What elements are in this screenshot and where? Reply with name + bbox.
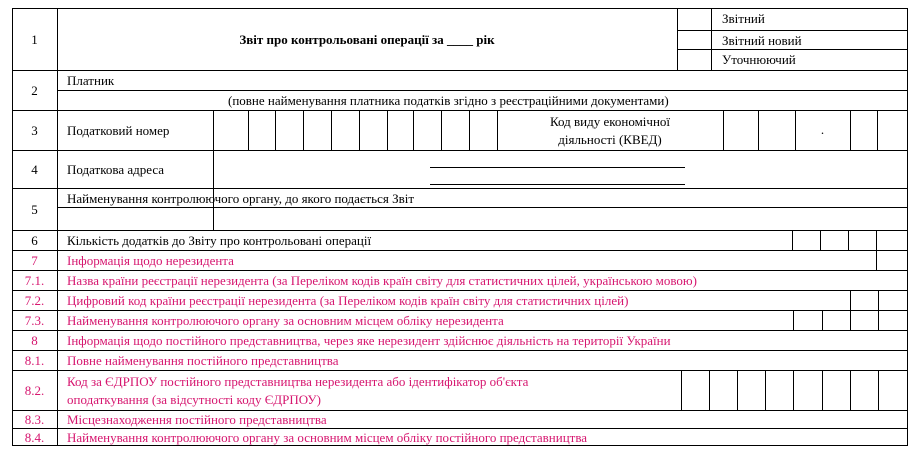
row-number-7-3: 7.3. [24, 313, 45, 328]
option-clarifying: Уточнюючий [722, 52, 796, 67]
row-number-1: 1 [31, 32, 38, 47]
pe-edrpou-label-line2: оподаткування (за відсутності коду ЄДРПОУ) [67, 392, 321, 407]
row-number-6: 6 [31, 233, 38, 248]
pe-location-label: Місцезнаходження постійного представництва [67, 412, 327, 427]
control-body-label: Найменування контролюючого органу, до якого подається Звіт [67, 191, 415, 206]
row-number-7-1: 7.1. [24, 273, 45, 288]
row-number-7-2: 7.2. [24, 293, 45, 308]
payer-label: Платник [67, 73, 115, 88]
row-number-4: 4 [31, 162, 38, 177]
appendix-count-label: Кількість додатків до Звіту про контрольовані операції [67, 233, 372, 248]
row-number-5: 5 [31, 202, 38, 217]
payer-hint: (повне найменування платника податків згідно з реєстраційними документами) [228, 93, 669, 108]
nonresident-control-body-label: Найменування контролюючого органу за основним місцем обліку нерезидента [67, 313, 504, 328]
report-title: Звіт про контрольовані операції за ____ рік [239, 32, 495, 47]
row-number-8-1: 8.1. [24, 353, 45, 368]
row-number-8: 8 [31, 333, 38, 348]
row-number-8-2: 8.2. [24, 383, 45, 398]
row-number-7: 7 [31, 253, 38, 268]
row-number-8-4: 8.4. [24, 430, 45, 445]
country-code-label: Цифровий код країни реєстрації нерезидента (за Переліком кодів країн світу для статистичних цілей) [67, 293, 629, 308]
country-name-label: Назва країни реєстрації нерезидента (за Переліком кодів країн світу для статистичних цілей, українською мовою) [67, 273, 697, 288]
option-reporting-new: Звітний новий [722, 33, 802, 48]
tax-number-label: Податковий номер [67, 123, 170, 138]
nonresident-info-label: Інформація щодо нерезидента [67, 253, 234, 268]
kved-label-line1: Код виду економічної [549, 114, 671, 129]
pe-edrpou-label-line1: Код за ЄДРПОУ постійного представництва нерезидента або ідентифікатор об'єкта [67, 374, 529, 389]
row-number-2: 2 [31, 83, 38, 98]
row-number-8-3: 8.3. [24, 412, 45, 427]
kved-separator-dot: . [820, 122, 825, 137]
pe-control-body-label: Найменування контролюючого органу за основним місцем обліку постійного представництва [67, 430, 588, 445]
permanent-establishment-label: Інформація щодо постійного представництва, через яке нерезидент здійснює діяльність на території України [67, 333, 671, 348]
option-reporting: Звітний [722, 11, 765, 26]
row-number-3: 3 [31, 123, 38, 138]
pe-full-name-label: Повне найменування постійного представництва [67, 353, 339, 368]
kved-label-line2: діяльності (КВЕД) [558, 132, 662, 147]
tax-address-label: Податкова адреса [67, 162, 165, 177]
